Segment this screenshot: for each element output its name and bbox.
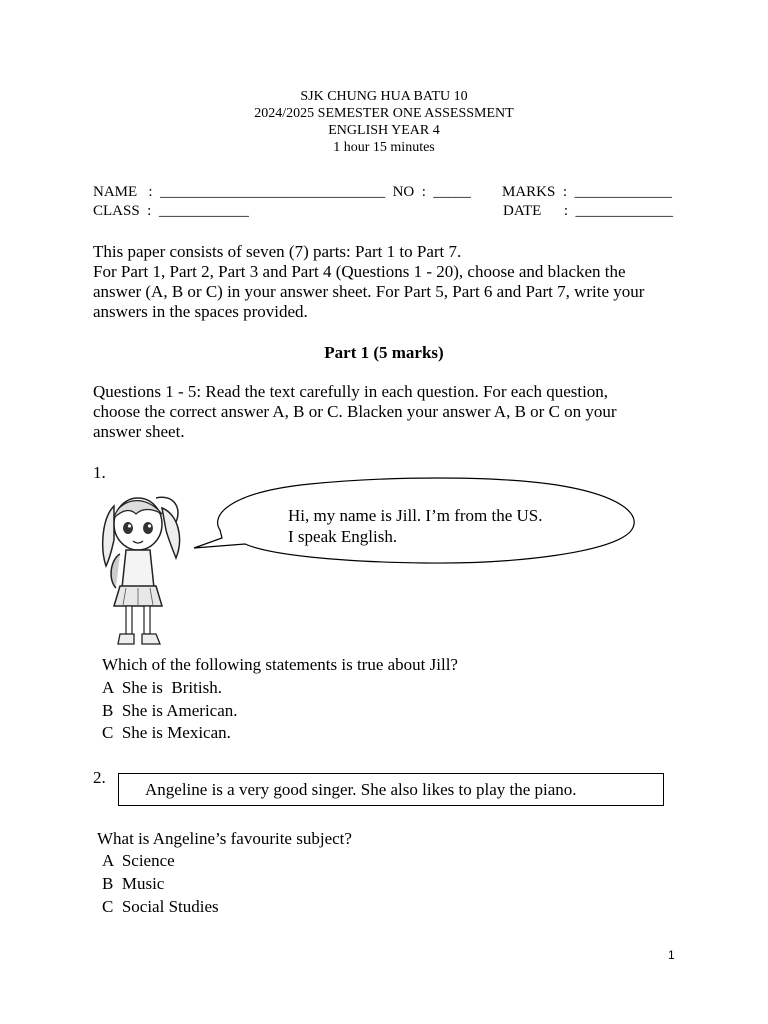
girl-illustration bbox=[92, 488, 192, 656]
question2-option-c: C Social Studies bbox=[102, 897, 219, 916]
school-name: SJK CHUNG HUA BATU 10 bbox=[300, 89, 468, 104]
class-field: CLASS : ____________ bbox=[93, 203, 249, 219]
question1-prompt: Which of the following statements is true about Jill? bbox=[102, 655, 458, 674]
question2-option-a: A Science bbox=[102, 851, 175, 870]
question1-number: 1. bbox=[93, 463, 106, 482]
question1-option-c: C She is Mexican. bbox=[102, 723, 231, 742]
question2-text: Angeline is a very good singer. She also likes to play the piano. bbox=[145, 780, 577, 799]
assessment-title: 2024/2025 SEMESTER ONE ASSESSMENT bbox=[254, 106, 514, 121]
part1-directions: Questions 1 - 5: Read the text carefully in each question. For each question, choose the correct answer A, B or C. Blacken your answer A, B or C on your answer sheet. bbox=[93, 382, 617, 441]
instructions-line2: For Part 1, Part 2, Part 3 and Part 4 (Questions 1 - 20), choose and blacken the answer (A, B or C) in your answer sheet. For Part 5, Part 6 and Part 7, write your answers in the spaces provided. bbox=[93, 262, 645, 321]
question2-number: 2. bbox=[93, 768, 106, 787]
question2-text-box bbox=[118, 773, 664, 806]
speech-text bbox=[288, 505, 543, 547]
speech-line1: Hi, my name is Jill. I’m from the US. bbox=[288, 506, 543, 525]
name-field: NAME : ______________________________ NO : _____ bbox=[93, 184, 471, 200]
speech-line2: I speak English. bbox=[288, 527, 398, 546]
question2-prompt: What is Angeline’s favourite subject? bbox=[97, 829, 352, 848]
question2-option-b: B Music bbox=[102, 874, 165, 893]
page-number: 1 bbox=[668, 948, 675, 962]
marks-field: MARKS : _____________ bbox=[502, 184, 673, 200]
question1-option-a: A She is British. bbox=[102, 678, 222, 697]
instructions-line1: This paper consists of seven (7) parts: Part 1 to Part 7. bbox=[93, 242, 462, 261]
question1-option-b: B She is American. bbox=[102, 701, 238, 720]
part1-title: Part 1 (5 marks) bbox=[324, 343, 444, 362]
date-field: DATE : _____________ bbox=[503, 203, 673, 219]
subject-title: ENGLISH YEAR 4 bbox=[328, 123, 440, 138]
duration: 1 hour 15 minutes bbox=[333, 140, 435, 155]
